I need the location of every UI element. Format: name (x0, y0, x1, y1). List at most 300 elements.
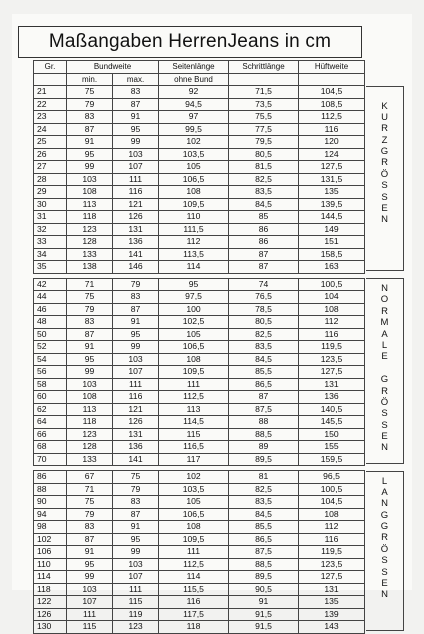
section-label-letter: U (381, 111, 388, 123)
seitenlaenge-cell: 108 (159, 521, 229, 534)
table-row (34, 186, 365, 199)
schrittlaenge-cell: 71,5 (229, 86, 299, 99)
bund-min-cell: 128 (67, 441, 113, 454)
bund-min-cell: 75 (67, 86, 113, 99)
section-label-letter: G (380, 509, 389, 521)
schrittlaenge-cell: 87,5 (229, 403, 299, 416)
bund-min-cell: 79 (67, 98, 113, 111)
bund-max-cell: 146 (113, 261, 159, 274)
size-cell: 130 (34, 621, 67, 634)
bund-max-cell: 116 (113, 391, 159, 404)
seitenlaenge-cell: 108 (159, 186, 229, 199)
size-cell: 31 (34, 211, 67, 224)
schrittlaenge-cell: 86 (229, 223, 299, 236)
schrittlaenge-cell: 78,5 (229, 303, 299, 316)
size-cell: 56 (34, 366, 67, 379)
schrittlaenge-cell: 88 (229, 416, 299, 429)
size-cell: 50 (34, 328, 67, 341)
size-cell: 34 (34, 248, 67, 261)
size-cell: 118 (34, 583, 67, 596)
seitenlaenge-cell: 111 (159, 546, 229, 559)
schrittlaenge-cell: 82,5 (229, 173, 299, 186)
size-cell: 30 (34, 198, 67, 211)
table-row (34, 303, 365, 316)
hueftweite-cell: 135 (299, 596, 365, 609)
bund-max-cell: 121 (113, 198, 159, 211)
hueftweite-cell: 124 (299, 148, 365, 161)
bund-min-cell: 87 (67, 123, 113, 136)
section-label-letter: R (381, 385, 388, 397)
bund-min-cell: 79 (67, 508, 113, 521)
bund-max-cell: 111 (113, 378, 159, 391)
document-title: Maßangaben HerrenJeans in cm (18, 26, 362, 58)
section-label-letter: R (381, 305, 388, 317)
table-row (34, 508, 365, 521)
schrittlaenge-cell: 76,5 (229, 291, 299, 304)
bund-max-cell: 75 (113, 471, 159, 484)
hueftweite-cell: 127,5 (299, 161, 365, 174)
schrittlaenge-cell: 86 (229, 236, 299, 249)
hueftweite-cell: 149 (299, 223, 365, 236)
bund-max-cell: 103 (113, 148, 159, 161)
table-row (34, 471, 365, 484)
section-label (366, 86, 404, 272)
bund-min-cell: 99 (67, 571, 113, 584)
seitenlaenge-cell: 108 (159, 353, 229, 366)
table-row (34, 86, 365, 99)
size-cell: 122 (34, 596, 67, 609)
table-row (34, 608, 365, 621)
bund-max-cell: 136 (113, 441, 159, 454)
section-label-letter: L (381, 339, 388, 351)
table-row (34, 621, 365, 634)
hueftweite-cell: 120 (299, 136, 365, 149)
seitenlaenge-cell: 117,5 (159, 608, 229, 621)
section-label-letter: Z (381, 134, 388, 146)
section-label-letter: G (380, 146, 389, 158)
seitenlaenge-cell: 105 (159, 496, 229, 509)
schrittlaenge-cell: 85,5 (229, 366, 299, 379)
schrittlaenge-cell: 85 (229, 211, 299, 224)
section-label-letter: S (381, 191, 388, 203)
schrittlaenge-cell: 86,5 (229, 378, 299, 391)
section-label (366, 471, 404, 632)
bund-min-cell: 108 (67, 391, 113, 404)
schrittlaenge-cell: 91,5 (229, 608, 299, 621)
seitenlaenge-cell: 92 (159, 86, 229, 99)
seitenlaenge-cell: 97 (159, 111, 229, 124)
section-label-letter: S (381, 180, 388, 192)
schrittlaenge-cell: 86,5 (229, 533, 299, 546)
bund-min-cell: 95 (67, 148, 113, 161)
hueftweite-cell: 116 (299, 328, 365, 341)
size-cell: 126 (34, 608, 67, 621)
schrittlaenge-cell: 84,5 (229, 508, 299, 521)
schrittlaenge-cell: 83,5 (229, 186, 299, 199)
hueftweite-cell: 139,5 (299, 198, 365, 211)
bund-min-cell: 67 (67, 471, 113, 484)
schrittlaenge-cell: 90,5 (229, 583, 299, 596)
seitenlaenge-cell: 102,5 (159, 316, 229, 329)
hueftweite-cell: 131,5 (299, 173, 365, 186)
table-row (34, 173, 365, 186)
schrittlaenge-cell: 79,5 (229, 136, 299, 149)
size-cell: 98 (34, 521, 67, 534)
section-label-letter: Ö (380, 168, 389, 180)
table-row (34, 533, 365, 546)
table-row (34, 416, 365, 429)
hueftweite-cell: 100,5 (299, 278, 365, 291)
table-row (34, 571, 365, 584)
size-cell: 106 (34, 546, 67, 559)
hueftweite-cell: 112 (299, 316, 365, 329)
bund-max-cell: 107 (113, 366, 159, 379)
size-cell: 70 (34, 453, 67, 466)
schrittlaenge-cell: 75,5 (229, 111, 299, 124)
seitenlaenge-cell: 115 (159, 428, 229, 441)
hueftweite-cell: 150 (299, 428, 365, 441)
hueftweite-cell: 127,5 (299, 366, 365, 379)
hueftweite-cell: 96,5 (299, 471, 365, 484)
bund-max-cell: 83 (113, 291, 159, 304)
seitenlaenge-cell: 114 (159, 571, 229, 584)
bund-max-cell: 136 (113, 236, 159, 249)
size-cell: 88 (34, 483, 67, 496)
section-label-letter: N (381, 283, 388, 294)
bund-max-cell: 99 (113, 546, 159, 559)
bund-max-cell: 95 (113, 328, 159, 341)
bund-min-cell: 107 (67, 596, 113, 609)
header-bundweite: Bundweite (67, 61, 159, 74)
table-row (34, 453, 365, 466)
header-hueftweite: Hüftweite (299, 61, 365, 74)
seitenlaenge-cell: 114 (159, 261, 229, 274)
schrittlaenge-cell: 87,5 (229, 546, 299, 559)
hueftweite-cell: 116 (299, 533, 365, 546)
bund-min-cell: 113 (67, 403, 113, 416)
hueftweite-cell: 158,5 (299, 248, 365, 261)
seitenlaenge-cell: 117 (159, 453, 229, 466)
seitenlaenge-cell: 106,5 (159, 508, 229, 521)
table-row (34, 148, 365, 161)
section-label-letter: N (381, 442, 388, 454)
bund-min-cell: 123 (67, 223, 113, 236)
table-row (34, 161, 365, 174)
size-cell: 32 (34, 223, 67, 236)
table-row (34, 583, 365, 596)
section-label-letter: S (381, 419, 388, 431)
bund-min-cell: 115 (67, 621, 113, 634)
size-cell: 24 (34, 123, 67, 136)
size-cell: 94 (34, 508, 67, 521)
bund-min-cell: 91 (67, 546, 113, 559)
bund-min-cell: 95 (67, 558, 113, 571)
bund-min-cell: 79 (67, 303, 113, 316)
header-empty (229, 73, 299, 86)
hueftweite-cell: 108 (299, 508, 365, 521)
section-label-letter: R (381, 123, 388, 135)
size-cell: 27 (34, 161, 67, 174)
size-table-body (34, 86, 365, 634)
seitenlaenge-cell: 112 (159, 236, 229, 249)
size-cell: 68 (34, 441, 67, 454)
schrittlaenge-cell: 87 (229, 261, 299, 274)
section-label-letter: Ö (380, 396, 389, 408)
bund-max-cell: 91 (113, 111, 159, 124)
table-row (34, 521, 365, 534)
bund-max-cell: 83 (113, 496, 159, 509)
table-row (34, 366, 365, 379)
seitenlaenge-cell: 111,5 (159, 223, 229, 236)
seitenlaenge-cell: 113 (159, 403, 229, 416)
size-cell: 86 (34, 471, 67, 484)
size-cell: 21 (34, 86, 67, 99)
seitenlaenge-cell: 109,5 (159, 366, 229, 379)
section-label-letter: L (381, 475, 388, 487)
bund-min-cell: 99 (67, 366, 113, 379)
bund-max-cell: 121 (113, 403, 159, 416)
bund-min-cell: 91 (67, 341, 113, 354)
hueftweite-cell: 123,5 (299, 558, 365, 571)
section-label (366, 278, 404, 464)
size-cell: 25 (34, 136, 67, 149)
bund-max-cell: 141 (113, 248, 159, 261)
hueftweite-cell: 135 (299, 186, 365, 199)
hueftweite-cell: 143 (299, 621, 365, 634)
schrittlaenge-cell: 81 (229, 471, 299, 484)
section-label-letter: N (381, 498, 388, 510)
hueftweite-cell: 108 (299, 303, 365, 316)
size-cell: 102 (34, 533, 67, 546)
table-row (34, 328, 365, 341)
section-label-letter: O (380, 294, 389, 306)
hueftweite-cell: 123,5 (299, 353, 365, 366)
bund-min-cell: 75 (67, 496, 113, 509)
bund-max-cell: 95 (113, 123, 159, 136)
bund-max-cell: 103 (113, 353, 159, 366)
table-row (34, 123, 365, 136)
table-row (34, 483, 365, 496)
bund-max-cell: 79 (113, 483, 159, 496)
table-row (34, 136, 365, 149)
schrittlaenge-cell: 83,5 (229, 496, 299, 509)
size-cell: 90 (34, 496, 67, 509)
seitenlaenge-cell: 109,5 (159, 198, 229, 211)
table-row (34, 316, 365, 329)
schrittlaenge-cell: 84,5 (229, 353, 299, 366)
seitenlaenge-cell: 116,5 (159, 441, 229, 454)
table-row (34, 403, 365, 416)
section-label-letter: R (381, 532, 388, 544)
seitenlaenge-cell: 106,5 (159, 173, 229, 186)
seitenlaenge-cell: 100 (159, 303, 229, 316)
section-label-letter: S (381, 555, 388, 567)
bund-min-cell: 113 (67, 198, 113, 211)
bund-min-cell: 128 (67, 236, 113, 249)
section-label-letter: G (380, 521, 389, 533)
seitenlaenge-cell: 103,5 (159, 148, 229, 161)
seitenlaenge-cell: 115,5 (159, 583, 229, 596)
table-row (34, 496, 365, 509)
size-cell: 46 (34, 303, 67, 316)
bund-max-cell: 95 (113, 533, 159, 546)
seitenlaenge-cell: 113,5 (159, 248, 229, 261)
seitenlaenge-cell: 112,5 (159, 558, 229, 571)
bund-min-cell: 83 (67, 111, 113, 124)
table-row (34, 558, 365, 571)
hueftweite-cell: 119,5 (299, 341, 365, 354)
bund-max-cell: 141 (113, 453, 159, 466)
bund-max-cell: 111 (113, 173, 159, 186)
bund-max-cell: 126 (113, 211, 159, 224)
size-table (33, 60, 365, 634)
bund-max-cell: 107 (113, 161, 159, 174)
bund-min-cell: 118 (67, 211, 113, 224)
seitenlaenge-cell: 112,5 (159, 391, 229, 404)
table-row (34, 248, 365, 261)
section-label-letter: Ö (380, 543, 389, 555)
bund-max-cell: 131 (113, 223, 159, 236)
size-cell: 114 (34, 571, 67, 584)
schrittlaenge-cell: 89,5 (229, 571, 299, 584)
schrittlaenge-cell: 81,5 (229, 161, 299, 174)
hueftweite-cell: 127,5 (299, 571, 365, 584)
table-row (34, 441, 365, 454)
hueftweite-cell: 140,5 (299, 403, 365, 416)
bund-min-cell: 103 (67, 378, 113, 391)
section-label-letter: A (381, 486, 388, 498)
bund-max-cell: 126 (113, 416, 159, 429)
header-gr: Gr. (34, 61, 67, 74)
table-row (34, 236, 365, 249)
size-cell: 110 (34, 558, 67, 571)
size-cell: 64 (34, 416, 67, 429)
size-cell: 62 (34, 403, 67, 416)
size-cell: 26 (34, 148, 67, 161)
hueftweite-cell: 151 (299, 236, 365, 249)
bund-max-cell: 115 (113, 596, 159, 609)
table-row (34, 428, 365, 441)
bund-min-cell: 123 (67, 428, 113, 441)
table-row (34, 291, 365, 304)
schrittlaenge-cell: 83,5 (229, 341, 299, 354)
section-label-letter: E (381, 431, 388, 443)
bund-min-cell: 87 (67, 328, 113, 341)
bund-max-cell: 99 (113, 341, 159, 354)
table-row (34, 378, 365, 391)
size-cell: 58 (34, 378, 67, 391)
schrittlaenge-cell: 82,5 (229, 328, 299, 341)
schrittlaenge-cell: 74 (229, 278, 299, 291)
hueftweite-cell: 131 (299, 378, 365, 391)
seitenlaenge-cell: 106,5 (159, 341, 229, 354)
hueftweite-cell: 119,5 (299, 546, 365, 559)
hueftweite-cell: 100,5 (299, 483, 365, 496)
schrittlaenge-cell: 80,5 (229, 148, 299, 161)
bund-min-cell: 99 (67, 161, 113, 174)
schrittlaenge-cell: 77,5 (229, 123, 299, 136)
size-cell: 48 (34, 316, 67, 329)
table-row (34, 341, 365, 354)
bund-max-cell: 107 (113, 571, 159, 584)
schrittlaenge-cell: 91 (229, 596, 299, 609)
schrittlaenge-cell: 73,5 (229, 98, 299, 111)
bund-min-cell: 103 (67, 173, 113, 186)
seitenlaenge-cell: 116 (159, 596, 229, 609)
table-row (34, 211, 365, 224)
section-label-letter: S (381, 408, 388, 420)
bund-min-cell: 83 (67, 316, 113, 329)
section-label-letter: N (381, 214, 388, 226)
bund-max-cell: 103 (113, 558, 159, 571)
bund-min-cell: 71 (67, 278, 113, 291)
size-cell: 66 (34, 428, 67, 441)
size-cell: 35 (34, 261, 67, 274)
table-row (34, 261, 365, 274)
size-cell: 60 (34, 391, 67, 404)
seitenlaenge-cell: 111 (159, 378, 229, 391)
bund-min-cell: 83 (67, 521, 113, 534)
bund-min-cell: 111 (67, 608, 113, 621)
bund-min-cell: 118 (67, 416, 113, 429)
seitenlaenge-cell: 105 (159, 161, 229, 174)
hueftweite-cell: 131 (299, 583, 365, 596)
bund-max-cell: 87 (113, 508, 159, 521)
table-row (34, 111, 365, 124)
section-label-letter: S (381, 566, 388, 578)
header-max: max. (113, 73, 159, 86)
schrittlaenge-cell: 84,5 (229, 198, 299, 211)
header-min: min. (67, 73, 113, 86)
size-cell: 54 (34, 353, 67, 366)
seitenlaenge-cell: 110 (159, 211, 229, 224)
section-label-letter: R (381, 157, 388, 169)
seitenlaenge-cell: 99,5 (159, 123, 229, 136)
bund-max-cell: 91 (113, 521, 159, 534)
schrittlaenge-cell: 89 (229, 441, 299, 454)
table-row (34, 596, 365, 609)
size-cell: 44 (34, 291, 67, 304)
hueftweite-cell: 112,5 (299, 111, 365, 124)
bund-min-cell: 91 (67, 136, 113, 149)
hueftweite-cell: 155 (299, 441, 365, 454)
bund-max-cell: 83 (113, 86, 159, 99)
table-row (34, 223, 365, 236)
section-label-letter: G (380, 374, 389, 386)
bund-max-cell: 91 (113, 316, 159, 329)
table-row (34, 391, 365, 404)
schrittlaenge-cell: 91,5 (229, 621, 299, 634)
schrittlaenge-cell: 82,5 (229, 483, 299, 496)
seitenlaenge-cell: 102 (159, 471, 229, 484)
seitenlaenge-cell: 103,5 (159, 483, 229, 496)
size-cell: 23 (34, 111, 67, 124)
bund-min-cell: 71 (67, 483, 113, 496)
header-seitenlaenge: Seitenlänge (159, 61, 229, 74)
section-label-letter: E (381, 203, 388, 215)
seitenlaenge-cell: 102 (159, 136, 229, 149)
bund-max-cell: 111 (113, 583, 159, 596)
header-schrittlaenge: Schrittlänge (229, 61, 299, 74)
hueftweite-cell: 104 (299, 291, 365, 304)
table-row (34, 278, 365, 291)
size-cell: 28 (34, 173, 67, 186)
bund-min-cell: 138 (67, 261, 113, 274)
bund-min-cell: 87 (67, 533, 113, 546)
hueftweite-cell: 116 (299, 123, 365, 136)
table-row (34, 353, 365, 366)
seitenlaenge-cell: 114,5 (159, 416, 229, 429)
